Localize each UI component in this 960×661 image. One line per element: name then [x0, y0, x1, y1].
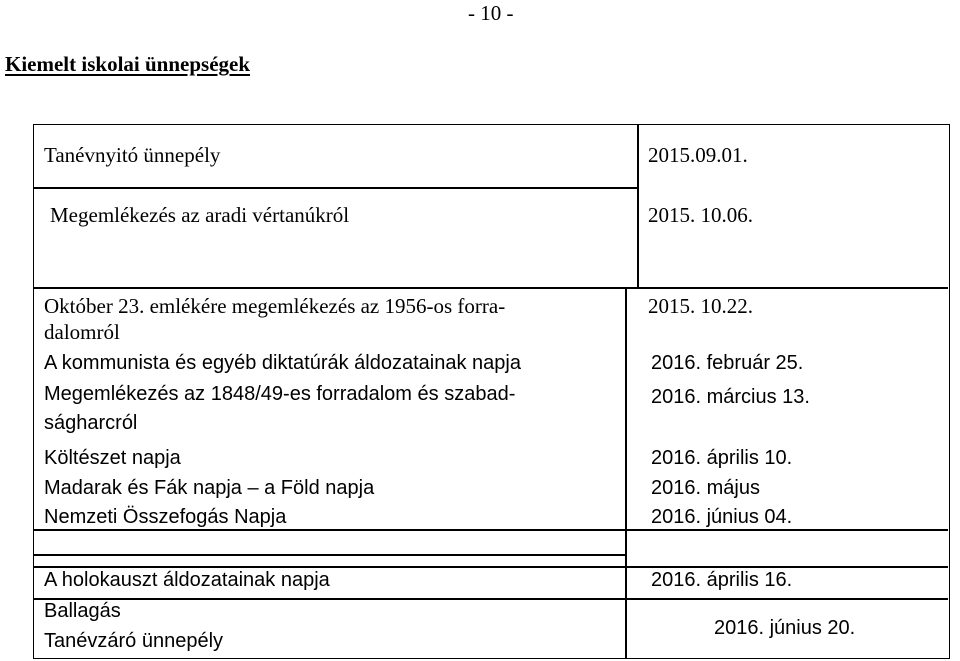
event-date: 2016. február 25.	[651, 352, 804, 374]
event-name: Madarak és Fák napja – a Föld napja	[44, 477, 375, 499]
event-date: 2015.09.01.	[648, 143, 748, 167]
event-name: Tanévnyitó ünnepély	[44, 143, 221, 167]
event-date: 2016. április 16.	[651, 569, 793, 591]
event-date: 2016. április 10.	[651, 447, 793, 469]
event-name: Megemlékezés az aradi vértanúkról	[50, 203, 350, 227]
event-name: Költészet napja	[44, 447, 181, 469]
event-date: 2015. 10.22.	[648, 294, 753, 318]
event-date: 2016. június 04.	[651, 506, 793, 528]
event-name: A holokauszt áldozatainak napja	[44, 569, 330, 591]
event-name: Tanévzáró ünnepély	[44, 630, 224, 652]
event-name: dalomról	[44, 320, 120, 344]
document-heading: Kiemelt iskolai ünnepségek	[5, 52, 251, 76]
event-name: Nemzeti Összefogás Napja	[44, 506, 287, 528]
event-name: Megemlékezés az 1848/49-es forradalom és szabad-	[44, 383, 516, 405]
row-divider	[34, 187, 637, 189]
event-name: A kommunista és egyéb diktatúrák áldozatainak napja	[44, 352, 521, 374]
event-name: Ballagás	[44, 600, 121, 622]
row-divider	[34, 598, 948, 600]
event-date: 2015. 10.06.	[648, 203, 753, 227]
page-number: - 10 -	[468, 1, 514, 25]
event-name: Október 23. emlékére megemlékezés az 1956-os forra-	[44, 294, 506, 318]
event-date: 2016. június 20.	[714, 617, 856, 639]
column-divider	[625, 287, 627, 658]
event-date: 2016. május	[651, 477, 760, 499]
column-divider	[637, 125, 639, 287]
row-divider	[34, 287, 948, 289]
row-divider	[34, 554, 625, 556]
events-table	[33, 124, 950, 659]
event-name: ságharcról	[44, 412, 138, 434]
event-date: 2016. március 13.	[651, 386, 810, 408]
